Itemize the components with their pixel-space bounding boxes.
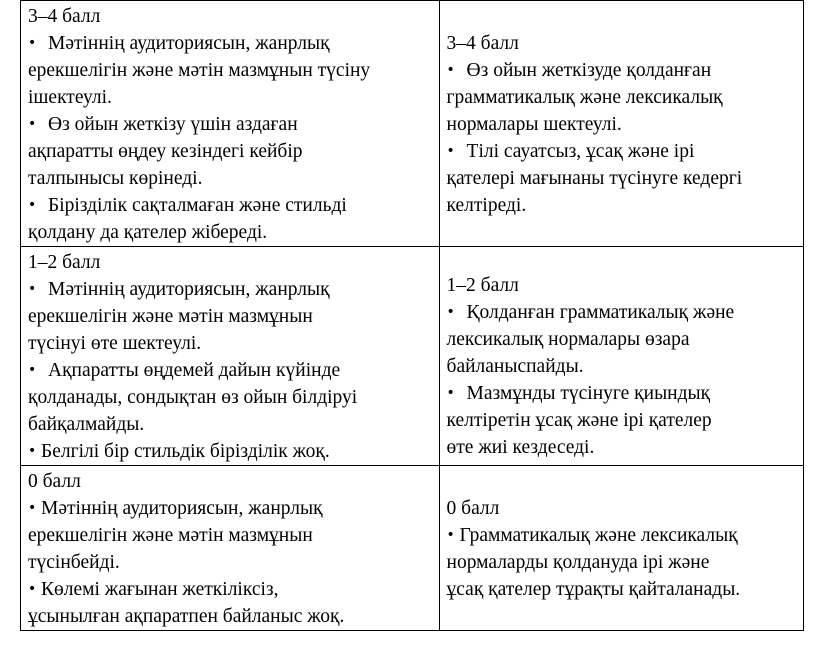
criteria-text: қателері мағынаны түсінуге кедергі bbox=[446, 168, 743, 189]
criteria-text: лексикалық нормалары өзара bbox=[446, 329, 690, 350]
language-criteria-cell bbox=[439, 466, 803, 631]
criteria-item bbox=[447, 299, 799, 380]
criteria-text: Мәтіннің аудиториясын, жанрлық bbox=[48, 33, 330, 54]
criteria-item bbox=[447, 380, 799, 461]
criteria-text: ақпаратты өңдеу кезіндегі кейбір bbox=[28, 141, 303, 162]
criteria-text: өте жиі кездеседі. bbox=[446, 437, 595, 458]
criteria-item bbox=[28, 276, 435, 357]
content-criteria-cell bbox=[21, 466, 440, 631]
criteria-text: нормаларды қолдануда ірі және bbox=[446, 552, 710, 573]
criteria-text: ерекшелігін және мәтін мазмұнын түсіну bbox=[28, 60, 371, 81]
criteria-text: ішектеулі. bbox=[28, 87, 112, 108]
criteria-item bbox=[447, 138, 799, 219]
criteria-text: ұсынылған ақпаратпен байланыс жоқ. bbox=[28, 606, 345, 627]
bullet-icon: • bbox=[28, 362, 37, 378]
rubric-row-score-3-4 bbox=[21, 1, 804, 247]
criteria-item bbox=[28, 357, 435, 438]
criteria-item bbox=[28, 192, 435, 246]
criteria-text: байқалмайды. bbox=[28, 414, 145, 435]
criteria-text: келтіретін ұсақ және ірі қателер bbox=[446, 410, 712, 431]
bullet-icon: • bbox=[446, 304, 455, 320]
bullet-icon: • bbox=[28, 35, 37, 51]
criteria-text: ерекшелігін және мәтін мазмұнын bbox=[28, 306, 313, 327]
score-label: 3–4 балл bbox=[446, 33, 519, 54]
criteria-text: ұсақ қателер тұрақты қайталанады. bbox=[446, 579, 741, 600]
score-label: 1–2 балл bbox=[28, 252, 101, 273]
criteria-item bbox=[28, 111, 435, 192]
rubric-row-score-1-2 bbox=[21, 247, 804, 466]
criteria-text: нормалары шектеулі. bbox=[446, 114, 622, 135]
rubric-row-score-0 bbox=[21, 466, 804, 631]
language-criteria-cell bbox=[439, 247, 803, 466]
criteria-text: Өз ойын жеткізуде қолданған bbox=[466, 60, 712, 81]
bullet-icon: • bbox=[28, 581, 37, 597]
bullet-icon: • bbox=[446, 62, 455, 78]
rubric-table bbox=[20, 0, 804, 631]
score-label: 0 балл bbox=[446, 498, 500, 519]
score-label: 3–4 балл bbox=[28, 6, 101, 27]
bullet-icon: • bbox=[28, 197, 37, 213]
criteria-text: келтіреді. bbox=[446, 195, 527, 216]
criteria-text: ерекшелігін және мәтін мазмұнын bbox=[28, 525, 313, 546]
criteria-text: Мәтіннің аудиториясын, жанрлық bbox=[41, 498, 323, 519]
criteria-text: Белгілі бір стильдік бірізділік жоқ. bbox=[41, 441, 330, 462]
criteria-item bbox=[447, 57, 799, 138]
criteria-text: түсінбейді. bbox=[28, 552, 120, 573]
bullet-icon: • bbox=[28, 116, 37, 132]
criteria-text: түсінуі өте шектеулі. bbox=[28, 333, 202, 354]
content-criteria-cell bbox=[21, 247, 440, 466]
bullet-icon: • bbox=[446, 527, 455, 543]
criteria-item bbox=[447, 522, 799, 603]
criteria-text: грамматикалық және лексикалық bbox=[446, 87, 723, 108]
bullet-icon: • bbox=[446, 143, 455, 159]
criteria-text: Мәтіннің аудиториясын, жанрлық bbox=[48, 279, 330, 300]
criteria-text: Қолданған грамматикалық және bbox=[466, 302, 735, 323]
content-criteria-cell bbox=[21, 1, 440, 247]
criteria-text: Грамматикалық және лексикалық bbox=[459, 525, 738, 546]
criteria-text: қолдану да қателер жібереді. bbox=[28, 222, 268, 243]
criteria-text: Өз ойын жеткізу үшін аздаған bbox=[48, 114, 298, 135]
criteria-text: Мазмұнды түсінуге қиындық bbox=[466, 383, 711, 404]
criteria-text: байланыспайды. bbox=[446, 356, 584, 377]
criteria-item bbox=[28, 495, 435, 576]
criteria-text: Бірізділік сақталмаған және стильді bbox=[48, 195, 347, 216]
criteria-text: Тілі сауатсыз, ұсақ және ірі bbox=[466, 141, 695, 162]
bullet-icon: • bbox=[446, 385, 455, 401]
criteria-text: Көлемі жағынан жеткіліксіз, bbox=[41, 579, 279, 600]
criteria-text: талпынысы көрінеді. bbox=[28, 168, 203, 189]
bullet-icon: • bbox=[28, 443, 37, 459]
bullet-icon: • bbox=[28, 500, 37, 516]
bullet-icon: • bbox=[28, 281, 37, 297]
criteria-text: қолданады, сондықтан өз ойын білдіруі bbox=[28, 387, 358, 408]
criteria-item bbox=[28, 30, 435, 111]
language-criteria-cell bbox=[439, 1, 803, 247]
score-label: 1–2 балл bbox=[446, 275, 519, 296]
criteria-text: Ақпаратты өңдемей дайын күйінде bbox=[48, 360, 341, 381]
criteria-item bbox=[28, 576, 435, 630]
score-label: 0 балл bbox=[28, 471, 81, 492]
criteria-item bbox=[28, 438, 435, 465]
